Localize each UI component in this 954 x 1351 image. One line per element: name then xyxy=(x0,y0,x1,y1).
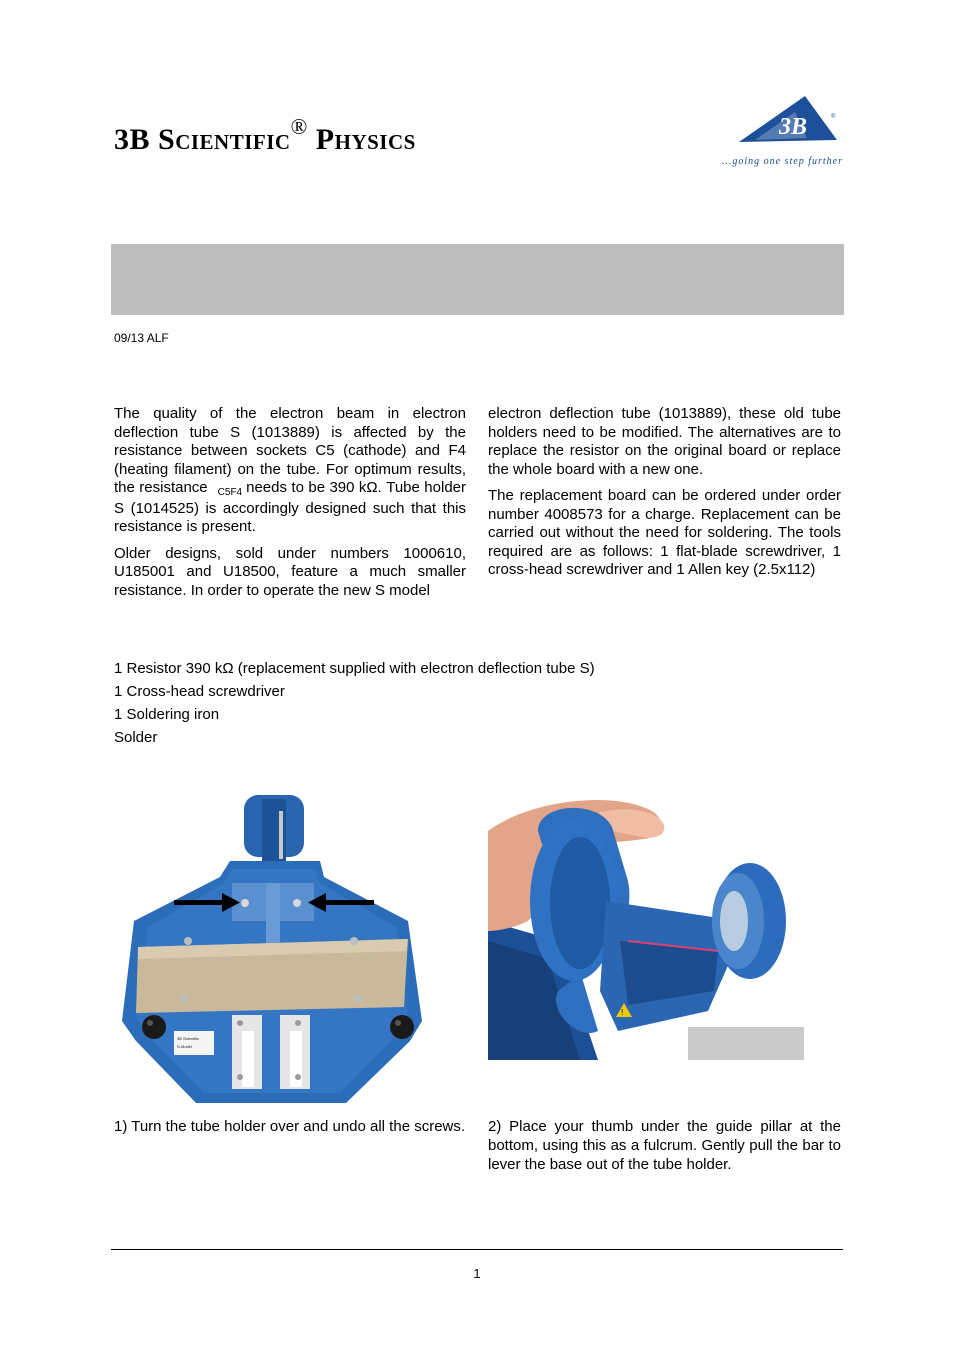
list-item: 1 Soldering iron xyxy=(114,706,220,723)
registered-mark: ® xyxy=(290,114,308,139)
list-item: Solder xyxy=(114,729,158,746)
document-code: 09/13 ALF xyxy=(114,331,169,345)
photo-tube-holder-underside xyxy=(114,791,430,1113)
intro-text-continued: Tube holder S (1014525) is accordingly designed such that this resistance is present. xyxy=(114,479,466,535)
materials-list xyxy=(114,659,595,751)
step-2-caption: 2) Place your thumb under the guide pillar at the bottom, using this as a fulcrum. Gently pull the bar to lever the base out of the tube holder. xyxy=(488,1118,841,1173)
intro-left-column xyxy=(114,405,466,608)
intro-right-column xyxy=(488,405,841,588)
list-item: 1 Resistor 390 kΩ (replacement supplied with electron deflection tube S) xyxy=(114,660,595,677)
brand-title xyxy=(114,114,416,157)
photo-levering-base xyxy=(488,791,804,1060)
step-1-caption: 1) Turn the tube holder over and undo all the screws. xyxy=(114,1118,466,1135)
resistance-value-text: needs to be 390 kΩ. xyxy=(246,479,382,496)
logo-registered: ® xyxy=(831,114,836,120)
svg-text:!: ! xyxy=(621,1008,624,1017)
page-number: 1 xyxy=(473,1266,481,1281)
brand-subtitle: Physics xyxy=(315,123,416,156)
intro-paragraph: Older designs, sold under numbers 1000610, U185001 and U18500, feature a much smaller resistance. In order to operate the new S model xyxy=(114,544,466,599)
sticker-line-1: 3B Scientific xyxy=(177,1036,200,1041)
intro-text: The quality of the electron beam in electron deflection tube S (1013889) is affected by the resistance between sockets C5 (cathode) and F4 (heating filament) on the tube. For optimum results, the resistance xyxy=(114,405,466,496)
logo-mark: 3B xyxy=(779,114,808,140)
intro-paragraph xyxy=(114,405,466,537)
resistance-subscript: C5F4 xyxy=(217,487,243,498)
sticker-line-2: S-Model xyxy=(177,1044,192,1049)
intro-paragraph: The replacement board can be ordered under order number 4008573 for a charge. Replacement can be carried out without the need for soldering. The tools required are as follows: 1 flat-blade screwdriver, 1 cross-head screwdriver and 1 Allen key (2.5x112) xyxy=(488,487,841,578)
brand-name: 3B Scientific xyxy=(114,123,291,156)
footer-divider xyxy=(111,1249,843,1250)
title-band xyxy=(111,244,844,315)
logo-tagline: ...going one step further xyxy=(721,156,843,167)
list-item: 1 Cross-head screwdriver xyxy=(114,683,285,700)
intro-paragraph: electron deflection tube (1013889), these old tube holders need to be modified. The alternatives are to replace the resistor on the original board or replace the whole board with a new one. xyxy=(488,405,841,478)
